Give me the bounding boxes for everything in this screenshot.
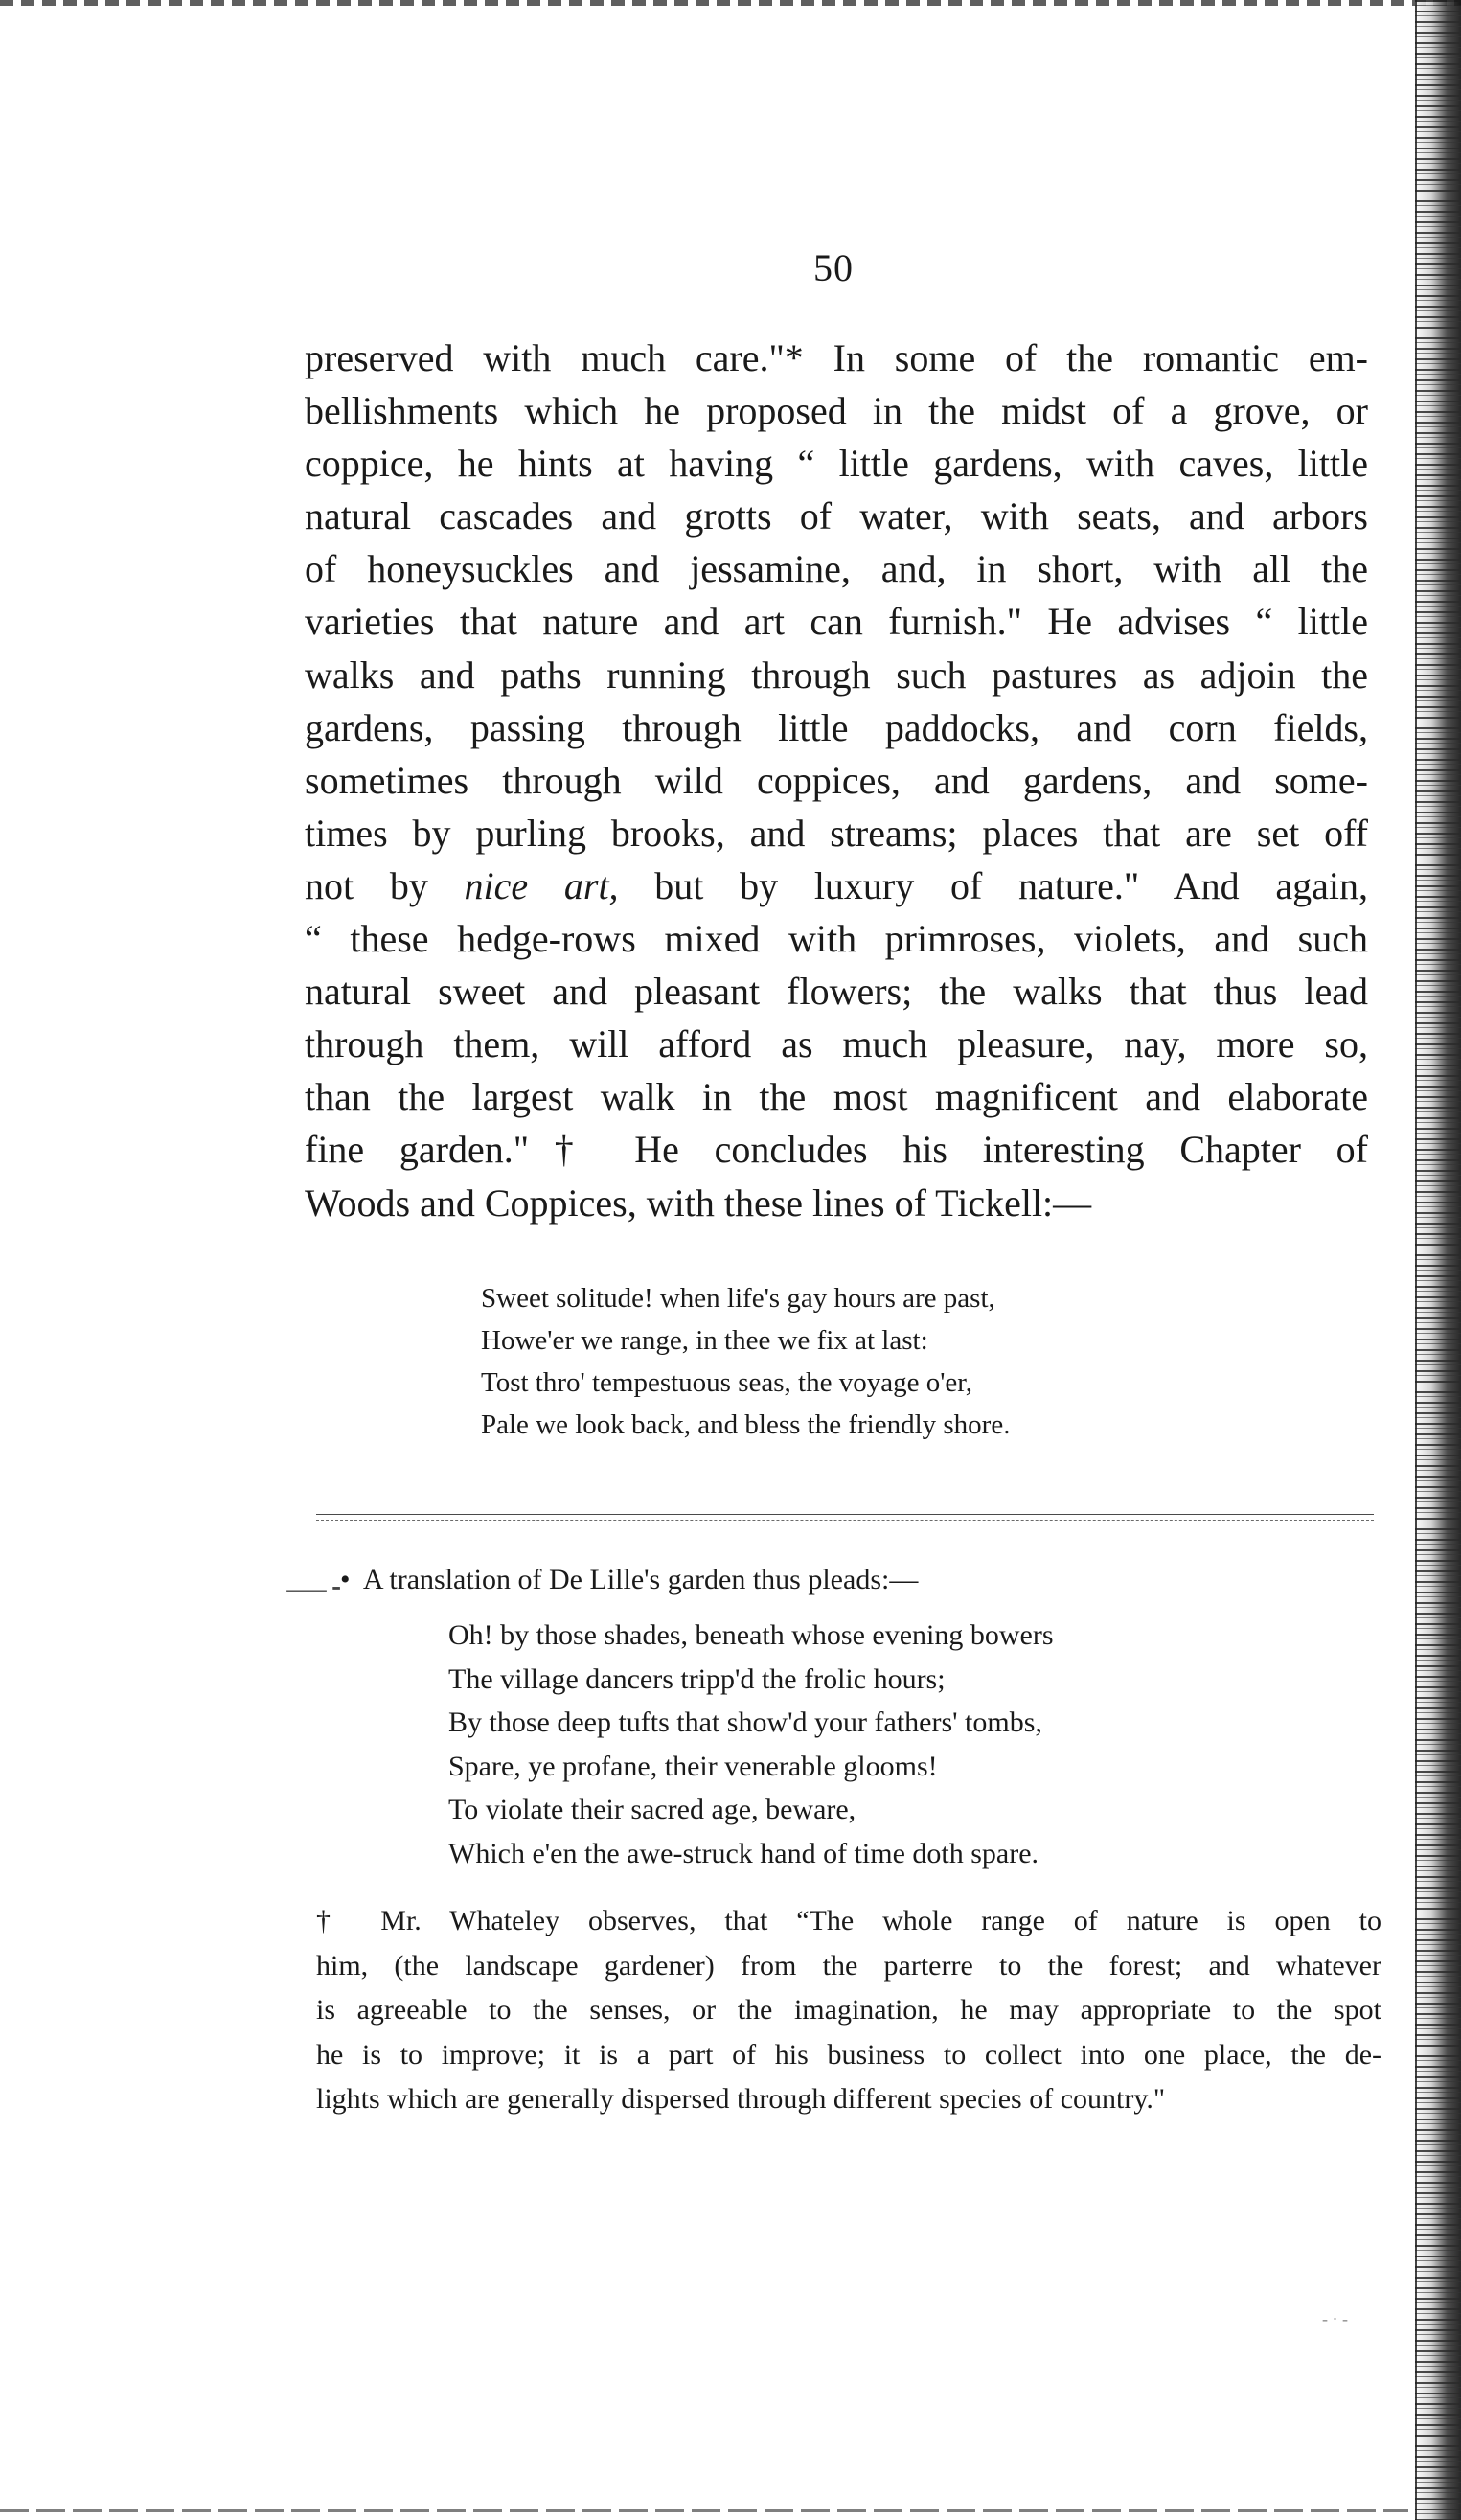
body-line: natural cascades and grotts of water, with seats, and arbors [305,494,1368,538]
body-line: fine garden."† He concludes his interesting Chapter of [305,1128,1368,1172]
footnote-line: he is to improve; it is a part of his business to collect into one place, the de- [316,2038,1381,2071]
body-line-with-italic [305,859,1368,912]
body-line: of honeysuckles and jessamine, and, in short, with all the [305,547,1368,591]
footnote-1-text: A translation of De Lille's garden thus pleads:— [362,1564,919,1595]
line-segment: not by [305,863,465,907]
footnote-line: is agreeable to the senses, or the imagination, he may appropriate to the spot [316,1994,1381,2026]
body-line: natural sweet and pleasant flowers; the walks that thus lead [305,970,1368,1014]
footnote-1-verse [448,1614,1054,1876]
stray-mark: - · - [1322,2309,1348,2328]
body-line: gardens, passing through little paddocks, and corn fields, [305,705,1368,749]
body-line: coppice, he hints at having “ little gardens, with caves, little [305,442,1368,486]
poem-line: Sweet solitude! when life's gay hours are past, [481,1283,995,1314]
footnote-marker-icon: ⸺ ⁃ [285,1575,341,1603]
body-line: times by purling brooks, and streams; places that are set off [305,811,1368,855]
body-line: walks and paths running through such pastures as adjoin the [305,653,1368,697]
top-edge-rule [0,0,1461,6]
tickell-poem [481,1277,1010,1446]
body-text [305,332,1368,1229]
footnote-1-intro [340,1559,918,1601]
poem-line: Pale we look back, and bless the friendly shore. [481,1409,1011,1440]
bullet-icon: • [340,1564,351,1595]
footnote-separator [316,1514,1374,1515]
footnote-2 [316,1899,1381,2122]
body-line: preserved with much care."* In some of the romantic em- [305,336,1368,379]
footnote-line: him, (the landscape gardener) from the parterre to the forest; and whatever [316,1949,1381,1982]
body-line: “ these hedge-rows mixed with primroses, violets, and such [305,917,1368,961]
body-line: sometimes through wild coppices, and gardens, and some- [305,758,1368,802]
bottom-edge-rule [0,2509,1408,2512]
body-line: varieties that nature and art can furnish." He advises “ little [305,600,1368,644]
italic-phrase: nice art, [464,863,619,907]
footnote-separator-dashed [316,1520,1374,1521]
verse-line: Which e'en the awe-struck hand of time doth spare. [448,1837,1039,1869]
page-edge-line [1415,0,1417,2520]
verse-line: Spare, ye profane, their venerable glooms! [448,1750,938,1782]
body-line: bellishments which he proposed in the midst of a grove, or [305,389,1368,433]
verse-line: To violate their sacred age, beware, [448,1794,856,1826]
body-line: than the largest walk in the most magnificent and elaborate [305,1075,1368,1119]
footnote-line: lights which are generally dispersed through different species of country." [316,2083,1166,2115]
footnote-line: † Mr. Whateley observes, that “The whole range of nature is open to [316,1905,1381,1936]
poem-line: Tost thro' tempestuous seas, the voyage o'er, [481,1367,973,1398]
page-number: 50 [813,246,854,289]
line-segment: but by luxury of nature." And again, [618,863,1368,907]
body-line: Woods and Coppices, with these lines of Tickell:— [305,1180,1092,1225]
body-line: through them, will afford as much pleasure, nay, more so, [305,1022,1368,1066]
verse-line: The village dancers tripp'd the frolic hours; [448,1662,946,1695]
verse-line: By those deep tufts that show'd your fathers' tombs, [448,1707,1042,1739]
verse-line: Oh! by those shades, beneath whose evening bowers [448,1619,1054,1651]
page-edge-shadow [1415,0,1461,2520]
poem-line: Howe'er we range, in thee we fix at last: [481,1325,928,1356]
